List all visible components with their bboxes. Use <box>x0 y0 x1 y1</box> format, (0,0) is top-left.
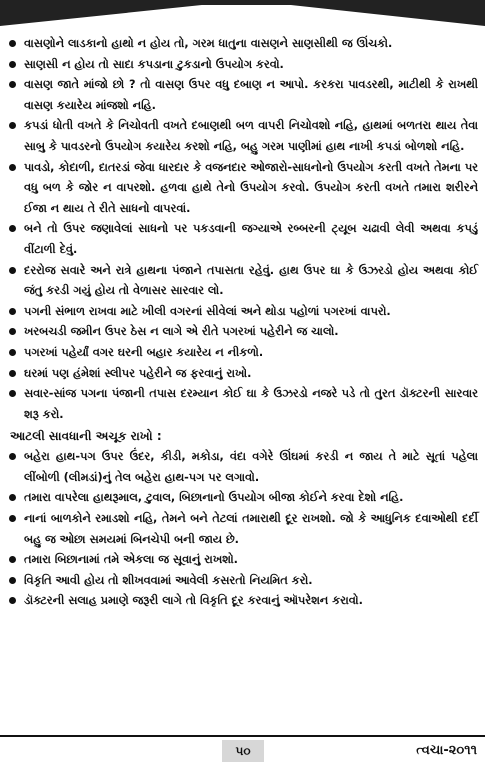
bullet-dot-icon <box>9 267 16 274</box>
bullet-dot-icon <box>9 577 16 584</box>
page-content <box>8 34 478 612</box>
bullet-text: વિકૃતિ આવી હોય તો શીખવવામાં આવેલી કસરતો નિયમિત કરો. <box>24 573 313 587</box>
bullet-item <box>8 34 478 55</box>
bullet-text: ખરબચડી જમીન ઉપર ઠેસ ન લાગે એ રીતે પગરખાં પહેરીને જ ચાલો. <box>24 325 339 339</box>
footer-divider <box>0 735 485 737</box>
bullet-text: તમારા વાપરેલા હાથરૂમાલ, ટુવાલ, બિછાનાનો ઉપયોગ બીજા કોઈને કરવા દેશો નહિ. <box>24 491 404 505</box>
bullet-text: સવાર-સાંજ પગના પંજાની તપાસ દરમ્યાન કોઈ ઘા કે ઉઝરડો નજરે પડે તો તુરત ડૉક્ટરની સારવાર શરૂ કરો. <box>24 387 478 421</box>
bullet-item <box>8 509 478 550</box>
bullet-text: તમારા બિછાનામાં તમે એકલા જ સૂવાનું રાખશો. <box>24 553 238 567</box>
bullet-text: ઘરમાં પણ હંમેશાં સ્લીપર પહેરીને જ ફરવાનું રાખો. <box>24 366 252 380</box>
bullet-text: વાસણ જાતે માંજો છો ? તો વાસણ ઉપર વધુ દબાણ ન આપો. કરકરા પાવડરથી, માટીથી કે રાખથી વાસણ કયારેય માંજશો નહિ. <box>24 78 478 112</box>
bullet-item <box>8 261 478 302</box>
top-left-slant <box>0 0 250 26</box>
top-decorative-bar <box>0 0 485 26</box>
bullet-item <box>8 550 478 571</box>
bullet-item <box>8 571 478 592</box>
bullet-item <box>8 591 478 612</box>
bullet-text: કપડાં ધોતી વખતે કે નિચોવતી વખતે દબાણથી બળ વાપરી નિચોવશો નહિ, હાથમાં બળતરા થાય તેવા સાબુ કે પાવડરનો ઉપયોગ કયારેય કરશો નહિ, બહુ ગરમ પાણીમાં હાથ નાખી કપડાં બોળશો નહિ. <box>24 119 478 153</box>
bullet-dot-icon <box>9 453 16 460</box>
bullet-item <box>8 364 478 385</box>
bullet-text: પગરખાં પહેર્યાં વગર ઘરની બહાર કયારેય ન નીકળો. <box>24 345 264 359</box>
precautions-list <box>8 34 478 425</box>
bullet-dot-icon <box>9 556 16 563</box>
bullet-dot-icon <box>9 61 16 68</box>
bullet-text: બહેરા હાથ-પગ ઉપર ઉંદર, કીડી, મકોડા, વંદા વગેરે ઊંઘમાં કરડી ન જાય તે માટે સૂતાં પહેલા લીંબોળી (લીમડાં)નું તેલ બહેરા હાથ-પગ પર લગાવો. <box>24 450 478 484</box>
section-heading: આટલી સાવધાની અચૂક રાખો : <box>10 429 162 444</box>
care-list <box>8 447 478 612</box>
bullet-item <box>8 302 478 323</box>
bullet-text: વાસણોને લાડકાનો હાથો ન હોય તો, ગરમ ધાતુના વાસણને સાણસીથી જ ઊંચકો. <box>24 37 393 50</box>
bullet-text: બને તો ઉપર જણાવેલાં સાધનો પર પકડવાની જગ્યાએ રબ્બરની ટ્યૂબ ચઢાવી લેવી અથવા કપડું વીંટાળી દેવું. <box>24 222 478 256</box>
bullet-dot-icon <box>9 328 16 335</box>
bullet-dot-icon <box>9 390 16 397</box>
bullet-text: પગની સંભાળ રાખવા માટે ખીલી વગરનાં સીવેલાં અને થોડા પહોળાં પગરખાં વાપરો. <box>24 304 391 318</box>
bullet-dot-icon <box>9 494 16 501</box>
bullet-text: નાનાં બાળકોને રમાડશો નહિ, તેમને બને તેટલાં તમારાથી દૂર રાખશો. જો કે આધુનિક દવાઓથી દર્દી બહુ જ ઓછા સમયમાં બિનચેપી બની જાય છે. <box>24 512 478 546</box>
bullet-dot-icon <box>9 164 16 171</box>
footer-title: ત્વચા-૨૦૧૧ <box>416 743 477 758</box>
bullet-dot-icon <box>9 370 16 377</box>
page-number: ૫૦ <box>222 740 264 762</box>
bullet-item <box>8 343 478 364</box>
bullet-text: દરરોજ સવારે અને રાત્રે હાથના પંજાને તપાસતા રહેવું. હાથ ઉપર ઘા કે ઉઝરડો હોય અથવા કોઈ જંતુ કરડી ગયું હોય તો વેળાસર સારવાર લો. <box>24 263 479 298</box>
bullet-item <box>8 55 478 76</box>
bullet-item <box>8 75 478 116</box>
bullet-dot-icon <box>9 40 16 47</box>
bullet-dot-icon <box>9 225 16 232</box>
bullet-text: સાણસી ન હોય તો સાદા કપડાના ટુકડાનો ઉપયોગ કરવો. <box>24 57 284 71</box>
bullet-item <box>8 447 478 488</box>
bullet-item <box>8 116 478 157</box>
bullet-dot-icon <box>9 349 16 356</box>
bullet-item <box>8 158 478 220</box>
bullet-item <box>8 322 478 343</box>
bullet-dot-icon <box>9 81 16 88</box>
top-right-slant <box>245 0 485 26</box>
bullet-text: પાવડો, કોદાળી, દાતરડાં જેવા ધારદાર કે વજનદાર ઓજારો-સાધનોનો ઉપયોગ કરતી વખતે તેમના પર વધુ બળ કે જોર ન વાપરશો. હળવા હાથે તેનો ઉપયોગ કરવો. ઉપયોગ કરતી વખતે તમારા શરીરને ઈજા ન થાય તે રીતે સાધનો વાપરવાં. <box>24 160 478 215</box>
bullet-item <box>8 488 478 509</box>
bullet-dot-icon <box>9 515 16 522</box>
bullet-dot-icon <box>9 122 16 129</box>
bullet-dot-icon <box>9 308 16 315</box>
bullet-item <box>8 219 478 260</box>
bullet-item <box>8 384 478 425</box>
bullet-dot-icon <box>9 597 16 604</box>
bullet-text: ડૉક્ટરની સલાહ પ્રમાણે જરૂરી લાગે તો વિકૃતિ દૂર કરવાનું ઑપરેશન કરાવો. <box>24 594 363 608</box>
